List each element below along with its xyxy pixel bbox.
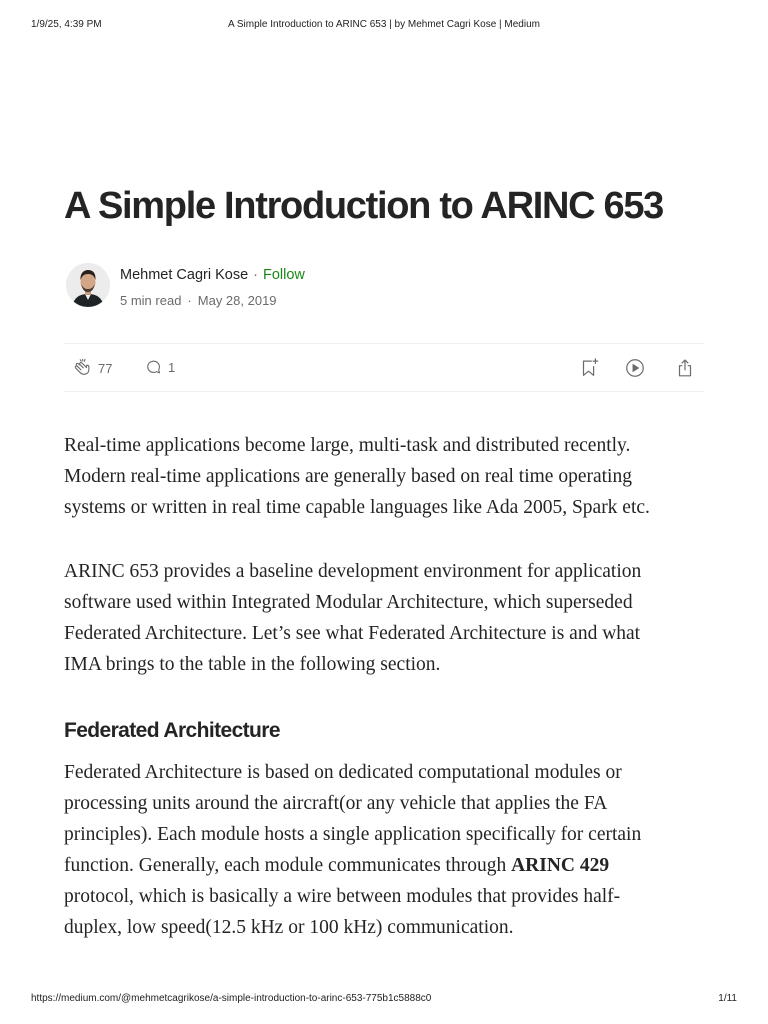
line-text: function. Generally, each module communicates through	[64, 855, 512, 876]
author-line	[120, 267, 305, 283]
listen-button[interactable]	[624, 357, 646, 379]
paragraph-federated	[64, 757, 714, 943]
print-page-title: A Simple Introduction to ARINC 653 | by Mehmet Cagri Kose | Medium	[227, 19, 540, 30]
article-action-bar	[64, 343, 704, 392]
paragraph-line	[64, 850, 714, 881]
print-datetime: 1/9/25, 4:39 PM	[31, 19, 102, 30]
paragraph-line: processing units around the aircraft(or any vehicle that applies the FA	[64, 793, 608, 814]
avatar-portrait-icon	[66, 263, 110, 307]
print-footer	[0, 993, 768, 1007]
paragraph-line: software used within Integrated Modular Architecture, which superseded	[64, 592, 633, 613]
author-avatar[interactable]	[66, 263, 110, 307]
article-title: A Simple Introduction to ARINC 653	[64, 185, 664, 227]
paragraph-line: duplex, low speed(12.5 kHz or 100 kHz) communication.	[64, 917, 514, 938]
paragraph-line: Real-time applications become large, multi-task and distributed recently.	[64, 435, 631, 456]
paragraph-line: systems or written in real time capable languages like Ada 2005, Spark etc.	[64, 497, 650, 518]
paragraph-intro	[64, 430, 714, 523]
bold-term: ARINC 429	[511, 855, 610, 876]
share-button[interactable]	[674, 357, 696, 379]
publish-date: May 28, 2019	[197, 293, 277, 308]
bookmark-add-icon	[578, 357, 600, 379]
follow-button[interactable]: Follow	[262, 267, 305, 283]
separator-dot: ·	[253, 267, 258, 283]
comment-button[interactable]	[144, 357, 175, 377]
paragraph-line: Federated Architecture is based on dedicated computational modules or	[64, 762, 622, 783]
page-number: 1/11	[718, 993, 737, 1004]
paragraph-line: IMA brings to the table in the following section.	[64, 654, 441, 675]
paragraph-line: protocol, which is basically a wire between modules that provides half-	[64, 886, 621, 907]
read-time: 5 min read	[120, 293, 182, 308]
paragraph-line: Federated Architecture. Let’s see what Federated Architecture is and what	[64, 623, 641, 644]
clap-button[interactable]	[72, 357, 112, 379]
clap-icon	[72, 357, 94, 379]
comment-icon	[144, 357, 164, 377]
print-header	[0, 19, 768, 33]
paragraph-line: principles). Each module hosts a single application specifically for certain	[64, 824, 642, 845]
print-url: https://medium.com/@mehmetcagrikose/a-simple-introduction-to-arinc-653-775b1c5888c0	[31, 993, 432, 1004]
save-button[interactable]	[578, 357, 600, 379]
paragraph-arinc653	[64, 556, 714, 680]
share-icon	[674, 357, 696, 379]
comment-count: 1	[168, 359, 176, 375]
paragraph-line: ARINC 653 provides a baseline development environment for application	[64, 561, 642, 582]
separator-dot: ·	[187, 293, 192, 308]
paragraph-line: Modern real-time applications are generally based on real time operating	[64, 466, 632, 487]
author-name[interactable]: Mehmet Cagri Kose	[120, 267, 249, 283]
article-meta	[120, 293, 277, 308]
clap-count: 77	[98, 360, 113, 376]
play-icon	[624, 357, 646, 379]
section-heading: Federated Architecture	[64, 719, 280, 742]
